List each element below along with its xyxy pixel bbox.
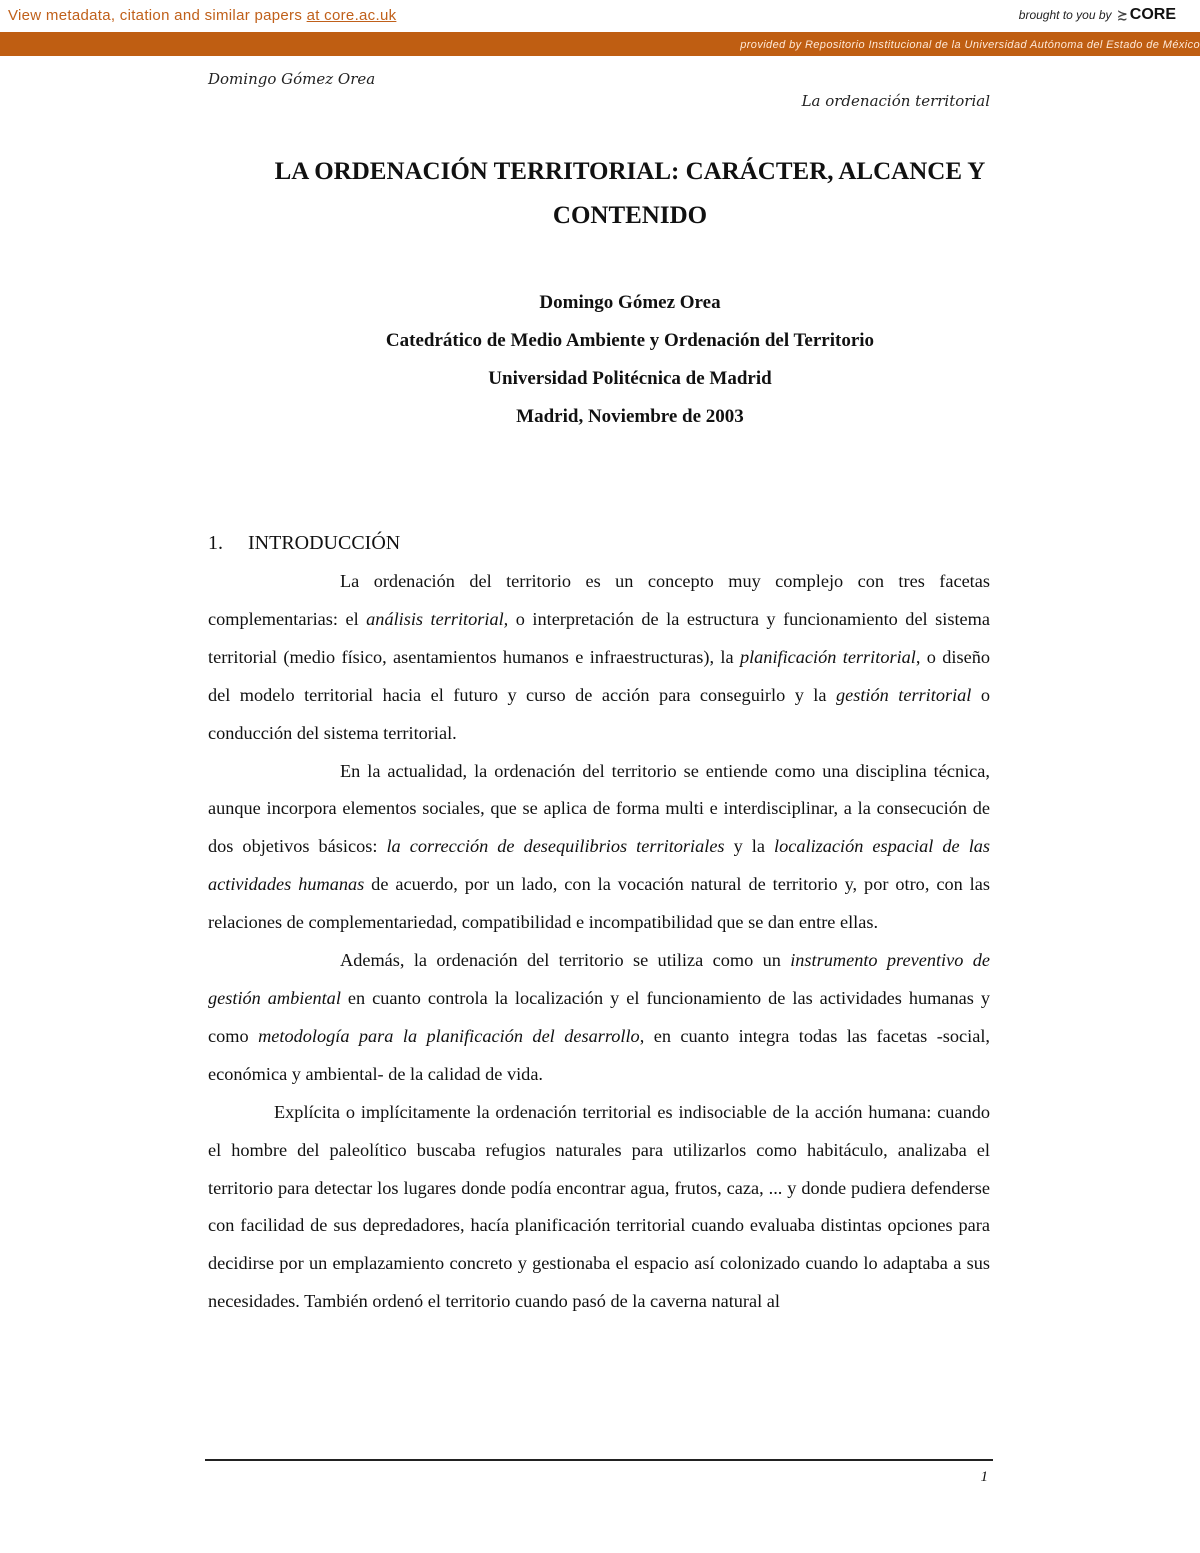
core-logo[interactable] — [1117, 6, 1176, 23]
p3-italic-2: metodología para la planificación del desarrollo — [258, 1025, 640, 1046]
p3-text-1: Además, la ordenación del territorio se utiliza como un — [340, 950, 791, 971]
core-metadata-link[interactable] — [8, 7, 396, 24]
footer-rule — [205, 1459, 993, 1461]
paragraph-3 — [208, 942, 990, 1094]
paper-title — [180, 150, 1080, 238]
author-place-date: Madrid, Noviembre de 2003 — [516, 406, 744, 427]
core-logo-icon: ≿ — [1116, 7, 1128, 22]
core-provided-bar — [0, 32, 1200, 56]
p2-italic-1: la corrección de desequilibrios territoriales — [386, 836, 725, 857]
p3-italic-1: instrumento preventivo de gestión ambiental — [208, 950, 990, 1008]
p2-text-1: En la actualidad, la ordenación del territorio se entiende como una disciplina técnica, aunque incorpora elementos sociales, que se aplica de forma multi e interdisciplinar, a la consecución de dos objetivos básicos: — [208, 760, 990, 857]
paragraph-2 — [208, 753, 990, 943]
p4-text-1: Explícita o implícitamente la ordenación territorial es indisociable de la acción humana: cuando el hombre del paleolítico buscaba refugios naturales para utilizarlos como habitáculo, analizaba el territorio para detectar los lugares donde podía encontrar agua, frutos, caza, ... y donde pudiera defenderse con facilidad de sus depredadores, hacía planificación territorial cuando evaluaba distintas opciones para decidirse por un emplazamiento concreto y gestionaba el espacio así colonizado cuando lo adaptaba a sus necesidades. También ordenó el territorio cuando pasó de la caverna natural al — [208, 1101, 990, 1312]
author-position: Catedrático de Medio Ambiente y Ordenación del Territorio — [385, 330, 875, 351]
p2-text-2: y la — [724, 836, 775, 857]
author-university: Universidad Politécnica de Madrid — [488, 368, 772, 389]
p1-text-3: , o diseño del modelo territorial hacia el futuro y curso de acción para conseguirlo y la — [208, 646, 991, 705]
page-number: 1 — [980, 1469, 988, 1485]
p1-text-2: o interpretación de la estructura y funcionamiento del sistema territorial (medio físico, asentamientos humanos e infraestructuras), la — [208, 608, 990, 667]
p2-italic-2: localización espacial de las actividades humanas — [208, 836, 991, 895]
p1-italic-1: análisis territorial, — [366, 608, 509, 629]
title-line-2: CONTENIDO — [552, 202, 708, 229]
section-title: INTRODUCCIÓN — [248, 532, 401, 554]
p1-italic-2: planificación territorial — [739, 646, 916, 667]
core-link-url[interactable]: at core.ac.uk — [306, 7, 397, 24]
p1-italic-3: gestión territorial — [835, 684, 972, 705]
p2-text-3: de acuerdo, por un lado, con la vocación natural de territorio y, por otro, con las relaciones de complementariedad, compatibilidad e incompatibilidad que se dan entre ellas. — [208, 874, 990, 933]
core-brought-by[interactable] — [1019, 6, 1176, 24]
author-name: Domingo Gómez Orea — [539, 292, 721, 313]
section-number: 1. — [208, 532, 223, 554]
p1-text-1: La ordenación del territorio es un concepto muy complejo con tres facetas complementarias: el — [208, 571, 990, 629]
core-link-prefix[interactable]: View metadata, citation and similar papers — [8, 7, 307, 24]
p3-text-3: , en cuanto integra todas las facetas -social, económica y ambiental- de la calidad de vida. — [208, 1025, 990, 1084]
running-head-title: La ordenación territorial — [801, 92, 990, 110]
p1-text-4: o conducción del sistema territorial. — [208, 684, 990, 743]
paragraph-1 — [208, 563, 990, 753]
author-block — [230, 284, 1030, 436]
core-banner — [0, 0, 1200, 32]
section-heading — [208, 532, 400, 555]
p3-text-2: en cuanto controla la localización y el funcionamiento de las actividades humanas y como — [208, 987, 990, 1046]
brought-by-text: brought to you by — [1018, 8, 1112, 22]
running-head-author: Domingo Gómez Orea — [208, 70, 376, 88]
body-text — [208, 563, 990, 1321]
paragraph-4 — [208, 1094, 990, 1321]
core-logo-text: CORE — [1129, 6, 1176, 23]
title-line-1: LA ORDENACIÓN TERRITORIAL: CARÁCTER, ALCANCE Y — [274, 158, 986, 185]
core-provided-by[interactable]: provided by Repositorio Institucional de la Universidad Autónoma del Estado de México — [740, 39, 1200, 51]
